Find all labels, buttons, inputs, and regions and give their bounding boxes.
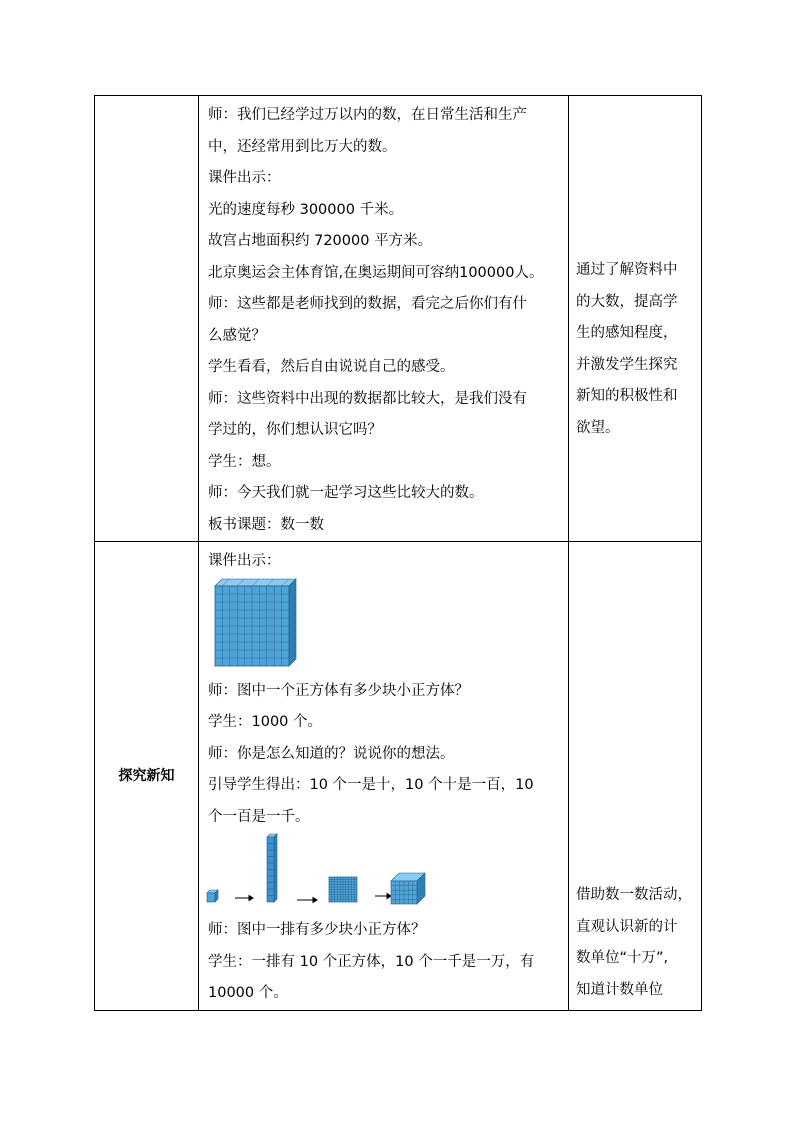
text-line: 10000 个。 — [208, 985, 288, 1001]
stage-cell-2 — [95, 542, 199, 1011]
notes-lines-2 — [569, 880, 701, 1006]
text-line: 学生看看，然后自由说说自己的感受。 — [208, 359, 455, 375]
text-line: 借助数一数活动， — [576, 887, 692, 903]
text-line: 学生：1000 个。 — [208, 714, 323, 730]
text-line: 师：我们已经学过万以内的数，在日常生活和生产 — [208, 107, 527, 123]
text-line: 学过的，你们想认识它吗？ — [208, 422, 382, 438]
counting-sequence-figure — [199, 833, 568, 915]
text-line: 北京奥运会主体育馆,在奥运期间可容纳100000人。 — [208, 264, 544, 281]
ten-rod-icon — [267, 834, 277, 902]
stage-cell-1 — [95, 96, 199, 542]
process-lines-2a — [199, 546, 568, 578]
text-line: 光的速度每秒 300000 千米。 — [208, 201, 404, 218]
text-line: 课件出示： — [208, 170, 281, 186]
text-line: 师：这些资料中出现的数据都比较大，是我们没有 — [208, 390, 527, 407]
lesson-plan-table — [94, 95, 702, 1011]
table-row — [95, 96, 702, 542]
process-lines-2c — [199, 915, 568, 1010]
text-line: 学生：想。 — [208, 453, 281, 470]
text-line: 知道计数单位 — [576, 981, 663, 998]
notes-cell-1 — [569, 96, 702, 542]
cube-block-figure — [199, 578, 568, 676]
text-line: 个一百是一千。 — [208, 808, 310, 825]
text-line: 故宫占地面积约 720000 平方米。 — [208, 233, 433, 249]
arrow-icon — [235, 896, 253, 901]
text-line: 学生：一排有 10 个正方体，10 个一千是一万，有 — [208, 953, 535, 970]
text-line: 新知的积极性和 — [576, 388, 678, 404]
text-line: 欲望。 — [576, 419, 620, 436]
text-line: 的大数，提高学 — [576, 293, 678, 310]
text-line: 师：图中一排有多少块小正方体？ — [208, 922, 426, 938]
notes-cell-2 — [569, 542, 702, 1011]
process-lines-2b — [199, 676, 568, 834]
notes-lines-1 — [569, 255, 701, 444]
thousand-small-cube-icon — [391, 873, 425, 904]
text-line: 课件出示： — [208, 553, 281, 569]
arrow-icon — [375, 894, 391, 899]
arrow-icon — [297, 898, 317, 903]
text-line: 并激发学生探究 — [576, 356, 678, 373]
text-line: 直观认识新的计 — [576, 918, 678, 935]
process-cell-2 — [199, 542, 569, 1011]
text-line: 师：这些都是老师找到的数据，看完之后你们有什 — [208, 296, 527, 312]
text-line: 中，还经常用到比万大的数。 — [208, 138, 397, 155]
process-lines-1 — [199, 100, 568, 541]
text-line: 数单位“十万”, — [576, 950, 669, 966]
text-line: 生的感知程度， — [576, 325, 678, 341]
thousand-cube-icon — [208, 578, 298, 673]
stage-label-2: 探究新知 — [118, 768, 175, 785]
text-line: 么感觉？ — [208, 327, 266, 344]
text-line: 通过了解资料中 — [576, 262, 678, 278]
unit-progression-diagram — [199, 833, 568, 915]
text-line: 师：今天我们就一起学习这些比较大的数。 — [208, 485, 484, 501]
unit-cube-icon — [207, 890, 218, 902]
text-line: 师：图中一个正方体有多少块小正方体？ — [208, 682, 469, 699]
process-cell-1 — [199, 96, 569, 542]
hundred-flat-icon — [329, 877, 357, 902]
text-line: 引导学生得出：10 个一是十，10 个十是一百，10 — [208, 777, 534, 793]
table-row — [95, 542, 702, 1011]
text-line: 师：你是怎么知道的？说说你的想法。 — [208, 745, 455, 762]
text-line: 板书课题：数一数 — [208, 516, 324, 533]
